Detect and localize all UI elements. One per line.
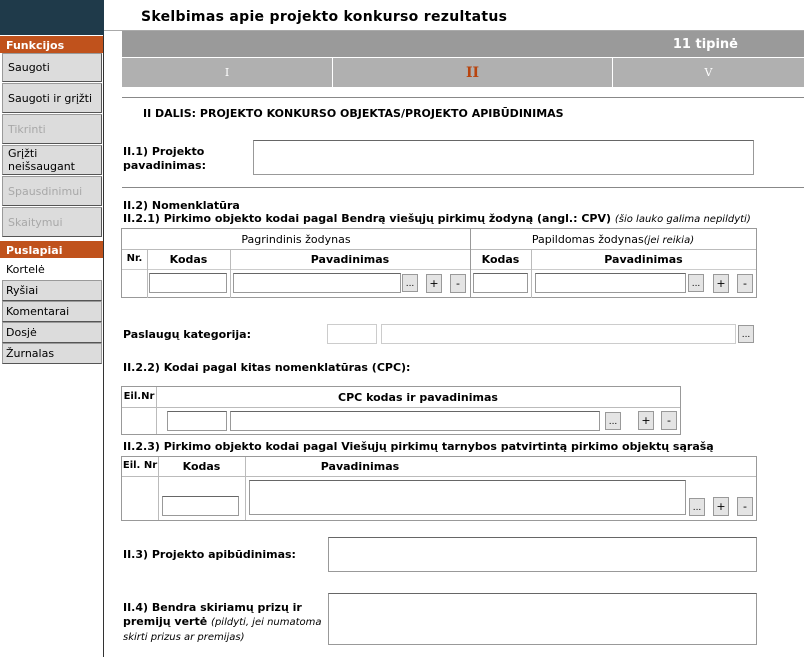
page-header — [104, 0, 804, 31]
vpt-name-input[interactable] — [249, 480, 686, 515]
services-name-input[interactable] — [381, 324, 736, 344]
page-relations[interactable]: Ryšiai — [2, 280, 102, 301]
divider — [122, 97, 804, 98]
sidebar-top-bar — [0, 0, 104, 35]
check-button[interactable]: Tikrinti — [2, 114, 102, 144]
vpt-code-input[interactable] — [162, 496, 239, 516]
cpv-codes-label: II.2.1) Pirkimo objekto kodai pagal Bendrą viešųjų pirkimų žodyną (angl.: CPV) (šio lauko galima nepildyti) — [123, 212, 751, 225]
vpt-col-nr: Eil. Nr — [122, 460, 158, 471]
form-type-label: 11 tipinė — [672, 37, 738, 52]
tab-part-5[interactable]: V — [704, 66, 713, 79]
pages-heading: Puslapiai — [0, 241, 103, 258]
divider — [122, 187, 804, 188]
extra-add-button[interactable]: + — [713, 274, 729, 293]
services-code-input[interactable] — [327, 324, 377, 344]
col-nr: Nr. — [126, 253, 143, 264]
cpc-name-input[interactable] — [230, 411, 600, 431]
page-comments[interactable]: Komentarai — [2, 301, 102, 322]
services-category-label: Paslaugų kategorija: — [123, 328, 251, 341]
main-dictionary-header: Pagrindinis žodynas — [241, 233, 351, 246]
form-type-bar — [122, 31, 804, 57]
cpc-nr-input[interactable] — [167, 411, 227, 431]
cpc-add-button[interactable]: + — [638, 411, 654, 430]
cpc-col-nr: Eil.Nr — [123, 391, 155, 402]
page-title: Skelbimas apie projekto konkurso rezultatus — [141, 9, 508, 25]
col-code: Kodas — [481, 253, 520, 266]
vpt-add-button[interactable]: + — [713, 497, 729, 516]
main-add-button[interactable]: + — [426, 274, 442, 293]
cpc-remove-button[interactable]: - — [661, 411, 677, 430]
save-and-return-button[interactable]: Saugoti ir grįžti — [2, 83, 102, 113]
col-code: Kodas — [169, 253, 208, 266]
functions-heading: Funkcijos — [0, 36, 103, 53]
save-button[interactable]: Saugoti — [2, 53, 102, 82]
extra-name-input[interactable] — [535, 273, 686, 293]
prize-value-label: II.4) Bendra skiriamų prizų ir premijų vertė (pildyti, jei numatoma skirti prizus ar premijas) — [123, 601, 322, 643]
return-without-saving-button[interactable]: Grįžti neišsaugant — [2, 145, 102, 175]
read-only-button[interactable]: Skaitymui — [2, 207, 102, 237]
project-description-input[interactable] — [328, 537, 757, 572]
vpt-col-name: Pavadinimas — [320, 460, 400, 473]
tab-part-1[interactable]: I — [122, 58, 333, 87]
services-browse-button[interactable]: ... — [738, 325, 754, 343]
page-dossier[interactable]: Dosjė — [2, 322, 102, 343]
vpt-codes-label: II.2.3) Pirkimo objekto kodai pagal Viešųjų pirkimų tarnybos patvirtintą pirkimo objektų sąrašą — [123, 440, 714, 453]
tab-part-2[interactable]: II — [333, 58, 613, 87]
extra-code-input[interactable] — [473, 273, 528, 293]
extra-dictionary-header: Papildomas žodynas(jei reikia) — [531, 233, 695, 246]
project-name-label: II.1) Projekto pavadinimas: — [123, 145, 206, 172]
vpt-browse-button[interactable]: ... — [689, 498, 705, 516]
extra-browse-button[interactable]: ... — [688, 274, 704, 292]
cpc-label: II.2.2) Kodai pagal kitas nomenklatūras (CPC): — [123, 361, 411, 374]
print-button[interactable]: Spausdinimui — [2, 176, 102, 206]
vpt-col-code: Kodas — [182, 460, 221, 473]
nomenclature-label: II.2) Nomenklatūra — [123, 199, 240, 212]
prize-value-input[interactable] — [328, 593, 757, 645]
project-description-label: II.3) Projekto apibūdinimas: — [123, 548, 296, 561]
part-title: II DALIS: PROJEKTO KONKURSO OBJEKTAS/PROJEKTO APIBŪDINIMAS — [143, 107, 564, 120]
main-browse-button[interactable]: ... — [402, 274, 418, 292]
main-code-input[interactable] — [149, 273, 227, 293]
col-name: Pavadinimas — [604, 253, 683, 266]
page-card[interactable]: Kortelė — [2, 259, 102, 280]
tab-bar — [122, 58, 804, 87]
cpc-browse-button[interactable]: ... — [605, 412, 621, 430]
project-name-input[interactable] — [253, 140, 754, 175]
extra-remove-button[interactable]: - — [737, 274, 753, 293]
vpt-remove-button[interactable]: - — [737, 497, 753, 516]
cpc-col-name: CPC kodas ir pavadinimas — [338, 391, 498, 404]
main-remove-button[interactable]: - — [450, 274, 466, 293]
page-journal[interactable]: Žurnalas — [2, 343, 102, 364]
main-name-input[interactable] — [233, 273, 401, 293]
sidebar — [0, 0, 104, 657]
col-name: Pavadinimas — [310, 253, 390, 266]
